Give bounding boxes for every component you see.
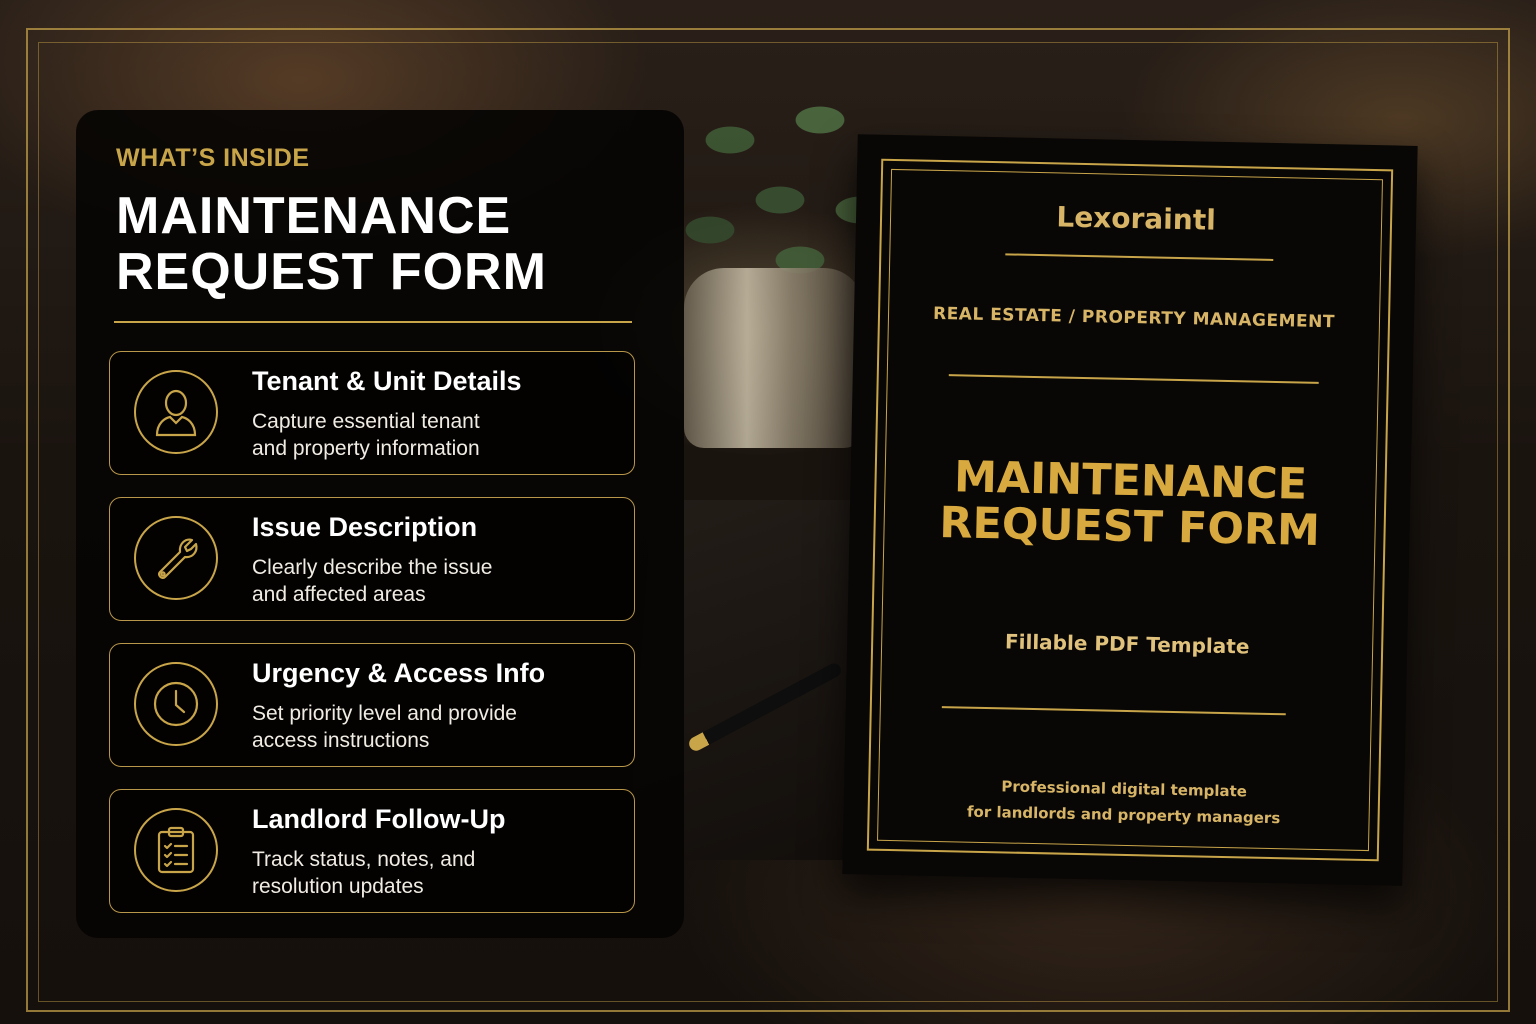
panel-title-line1: MAINTENANCE <box>116 187 512 245</box>
feature-card-tenant <box>109 351 635 475</box>
card-footer-line1: Professional digital template <box>1001 777 1248 801</box>
feature-title: Landlord Follow-Up <box>252 804 506 834</box>
clipboard-checklist-icon <box>134 808 218 892</box>
card-footer-line2: for landlords and property managers <box>966 802 1281 828</box>
card-title <box>849 452 1411 556</box>
feature-desc-line: resolution updates <box>252 875 424 898</box>
feature-desc-line: access instructions <box>252 729 430 752</box>
feature-card-urgency <box>109 643 635 767</box>
feature-card-followup <box>109 789 635 913</box>
feature-desc-line: Track status, notes, and <box>252 848 476 871</box>
card-title-line1: MAINTENANCE <box>953 452 1308 510</box>
form-cover-mockup <box>842 134 1417 886</box>
feature-title: Tenant & Unit Details <box>252 366 522 396</box>
feature-title: Urgency & Access Info <box>252 658 546 688</box>
wrench-icon <box>134 516 218 600</box>
brand-name: Lexoraintl <box>1056 200 1217 237</box>
feature-description <box>252 554 612 608</box>
feature-description <box>252 846 612 900</box>
user-icon <box>134 370 218 454</box>
feature-desc-line: Capture essential tenant <box>252 410 480 433</box>
title-divider <box>114 321 632 323</box>
form-cover-card <box>842 134 1417 886</box>
feature-description <box>252 700 612 754</box>
panel-title <box>116 188 656 300</box>
feature-description <box>252 408 612 462</box>
card-title-line2: REQUEST FORM <box>938 498 1321 556</box>
feature-title: Issue Description <box>252 512 478 542</box>
feature-desc-line: and affected areas <box>252 583 426 606</box>
feature-desc-line: Set priority level and provide <box>252 702 517 725</box>
card-category: REAL ESTATE / PROPERTY MANAGEMENT <box>932 303 1336 333</box>
feature-card-issue <box>109 497 635 621</box>
panel-title-line2: REQUEST FORM <box>116 243 547 301</box>
feature-desc-line: Clearly describe the issue <box>252 556 493 579</box>
clock-icon <box>134 662 218 746</box>
section-eyebrow: WHAT’S INSIDE <box>116 144 310 172</box>
feature-desc-line: and property information <box>252 437 480 460</box>
card-subtitle: Fillable PDF Template <box>1004 629 1250 659</box>
